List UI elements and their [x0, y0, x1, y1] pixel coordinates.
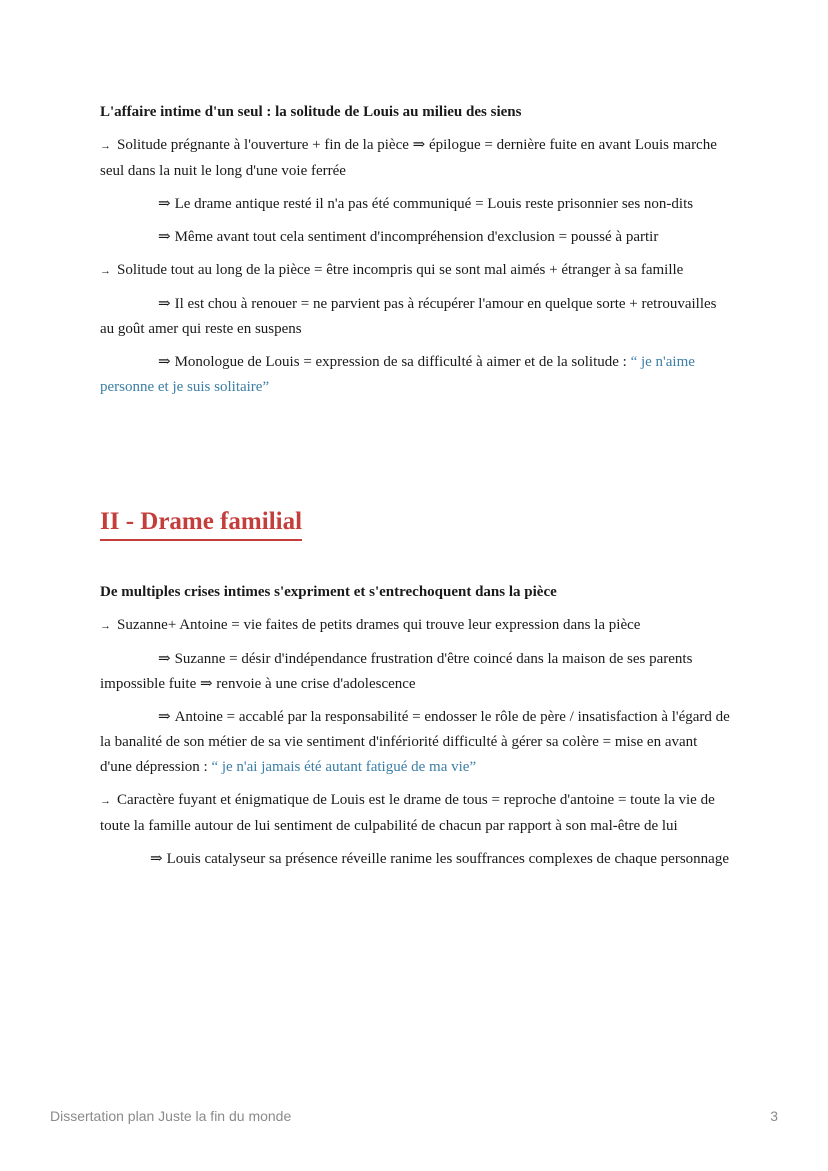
section-title: II - Drame familial	[100, 505, 302, 541]
list-item	[100, 292, 730, 342]
list-item	[100, 788, 730, 839]
arrow-icon: →	[100, 795, 111, 807]
list-item-text: Solitude prégnante à l'ouverture + fin de la pièce ⇒ épilogue = dernière fuite en avant Louis marche seul dans la nuit le long d'une voie ferrée	[100, 137, 717, 179]
list-item-text: Il est chou à renouer = ne parvient pas à récupérer l'amour en quelque sorte + retrouvailles au goût amer qui reste en suspens	[100, 296, 717, 337]
list-item	[100, 847, 730, 872]
list-item	[100, 647, 730, 697]
section-1-heading: L'affaire intime d'un seul : la solitude de Louis au milieu des siens	[100, 104, 522, 120]
implies-icon: ⇒	[158, 196, 171, 212]
list-item-text: Même avant tout cela sentiment d'incompréhension d'exclusion = poussé à partir	[174, 229, 659, 245]
list-item-text: Antoine = accablé par la responsabilité = endosser le rôle de père / insatisfaction à l'égard de la banalité de son métier de sa vie sentiment d'infériorité difficulté à gérer sa colère = mise en avant d'une dépression :	[100, 709, 730, 775]
arrow-icon: →	[100, 620, 111, 632]
list-item	[100, 705, 730, 780]
section-2-heading: De multiples crises intimes s'expriment et s'entrechoquent dans la pièce	[100, 584, 557, 600]
section-1	[100, 100, 730, 408]
implies-icon: ⇒	[158, 229, 171, 245]
list-item	[100, 258, 730, 284]
implies-icon: ⇒	[158, 651, 171, 667]
list-item	[100, 225, 730, 250]
section-2	[100, 580, 730, 880]
list-item-text: Louis catalyseur sa présence réveille ranime les souffrances complexes de chaque personnage	[166, 851, 729, 867]
list-item	[100, 350, 730, 400]
list-item-text: Suzanne = désir d'indépendance frustration d'être coincé dans la maison de ses parents impossible fuite ⇒ renvoie à une crise d'adolescence	[100, 651, 693, 692]
quote-text: “ je n'ai jamais été autant fatigué de ma vie”	[211, 759, 477, 775]
list-item-text: Le drame antique resté il n'a pas été communiqué = Louis reste prisonnier ses non-dits	[174, 196, 694, 212]
implies-icon: ⇒	[150, 851, 163, 867]
list-item	[100, 192, 730, 217]
quote-text: “ je n'aime personne et je suis solitaire”	[100, 354, 695, 395]
list-item	[100, 133, 730, 184]
implies-icon: ⇒	[158, 709, 171, 725]
list-item-text: Suzanne+ Antoine = vie faites de petits drames qui trouve leur expression dans la pièce	[117, 617, 641, 633]
list-item-text: Caractère fuyant et énigmatique de Louis est le drame de tous = reproche d'antoine = toute la vie de toute la famille autour de lui sentiment de culpabilité de chacun par rapport à son mal-être de lui	[100, 792, 715, 834]
arrow-icon: →	[100, 265, 111, 277]
footer-title: Dissertation plan Juste la fin du monde	[50, 1108, 292, 1124]
arrow-icon: →	[100, 140, 111, 152]
implies-icon: ⇒	[158, 296, 171, 312]
implies-icon: ⇒	[158, 354, 171, 370]
page-number: 3	[770, 1108, 778, 1124]
list-item-text: Monologue de Louis = expression de sa difficulté à aimer et de la solitude :	[174, 354, 631, 370]
list-item	[100, 613, 730, 639]
list-item-text: Solitude tout au long de la pièce = être incompris qui se sont mal aimés + étranger à sa famille	[117, 262, 684, 278]
